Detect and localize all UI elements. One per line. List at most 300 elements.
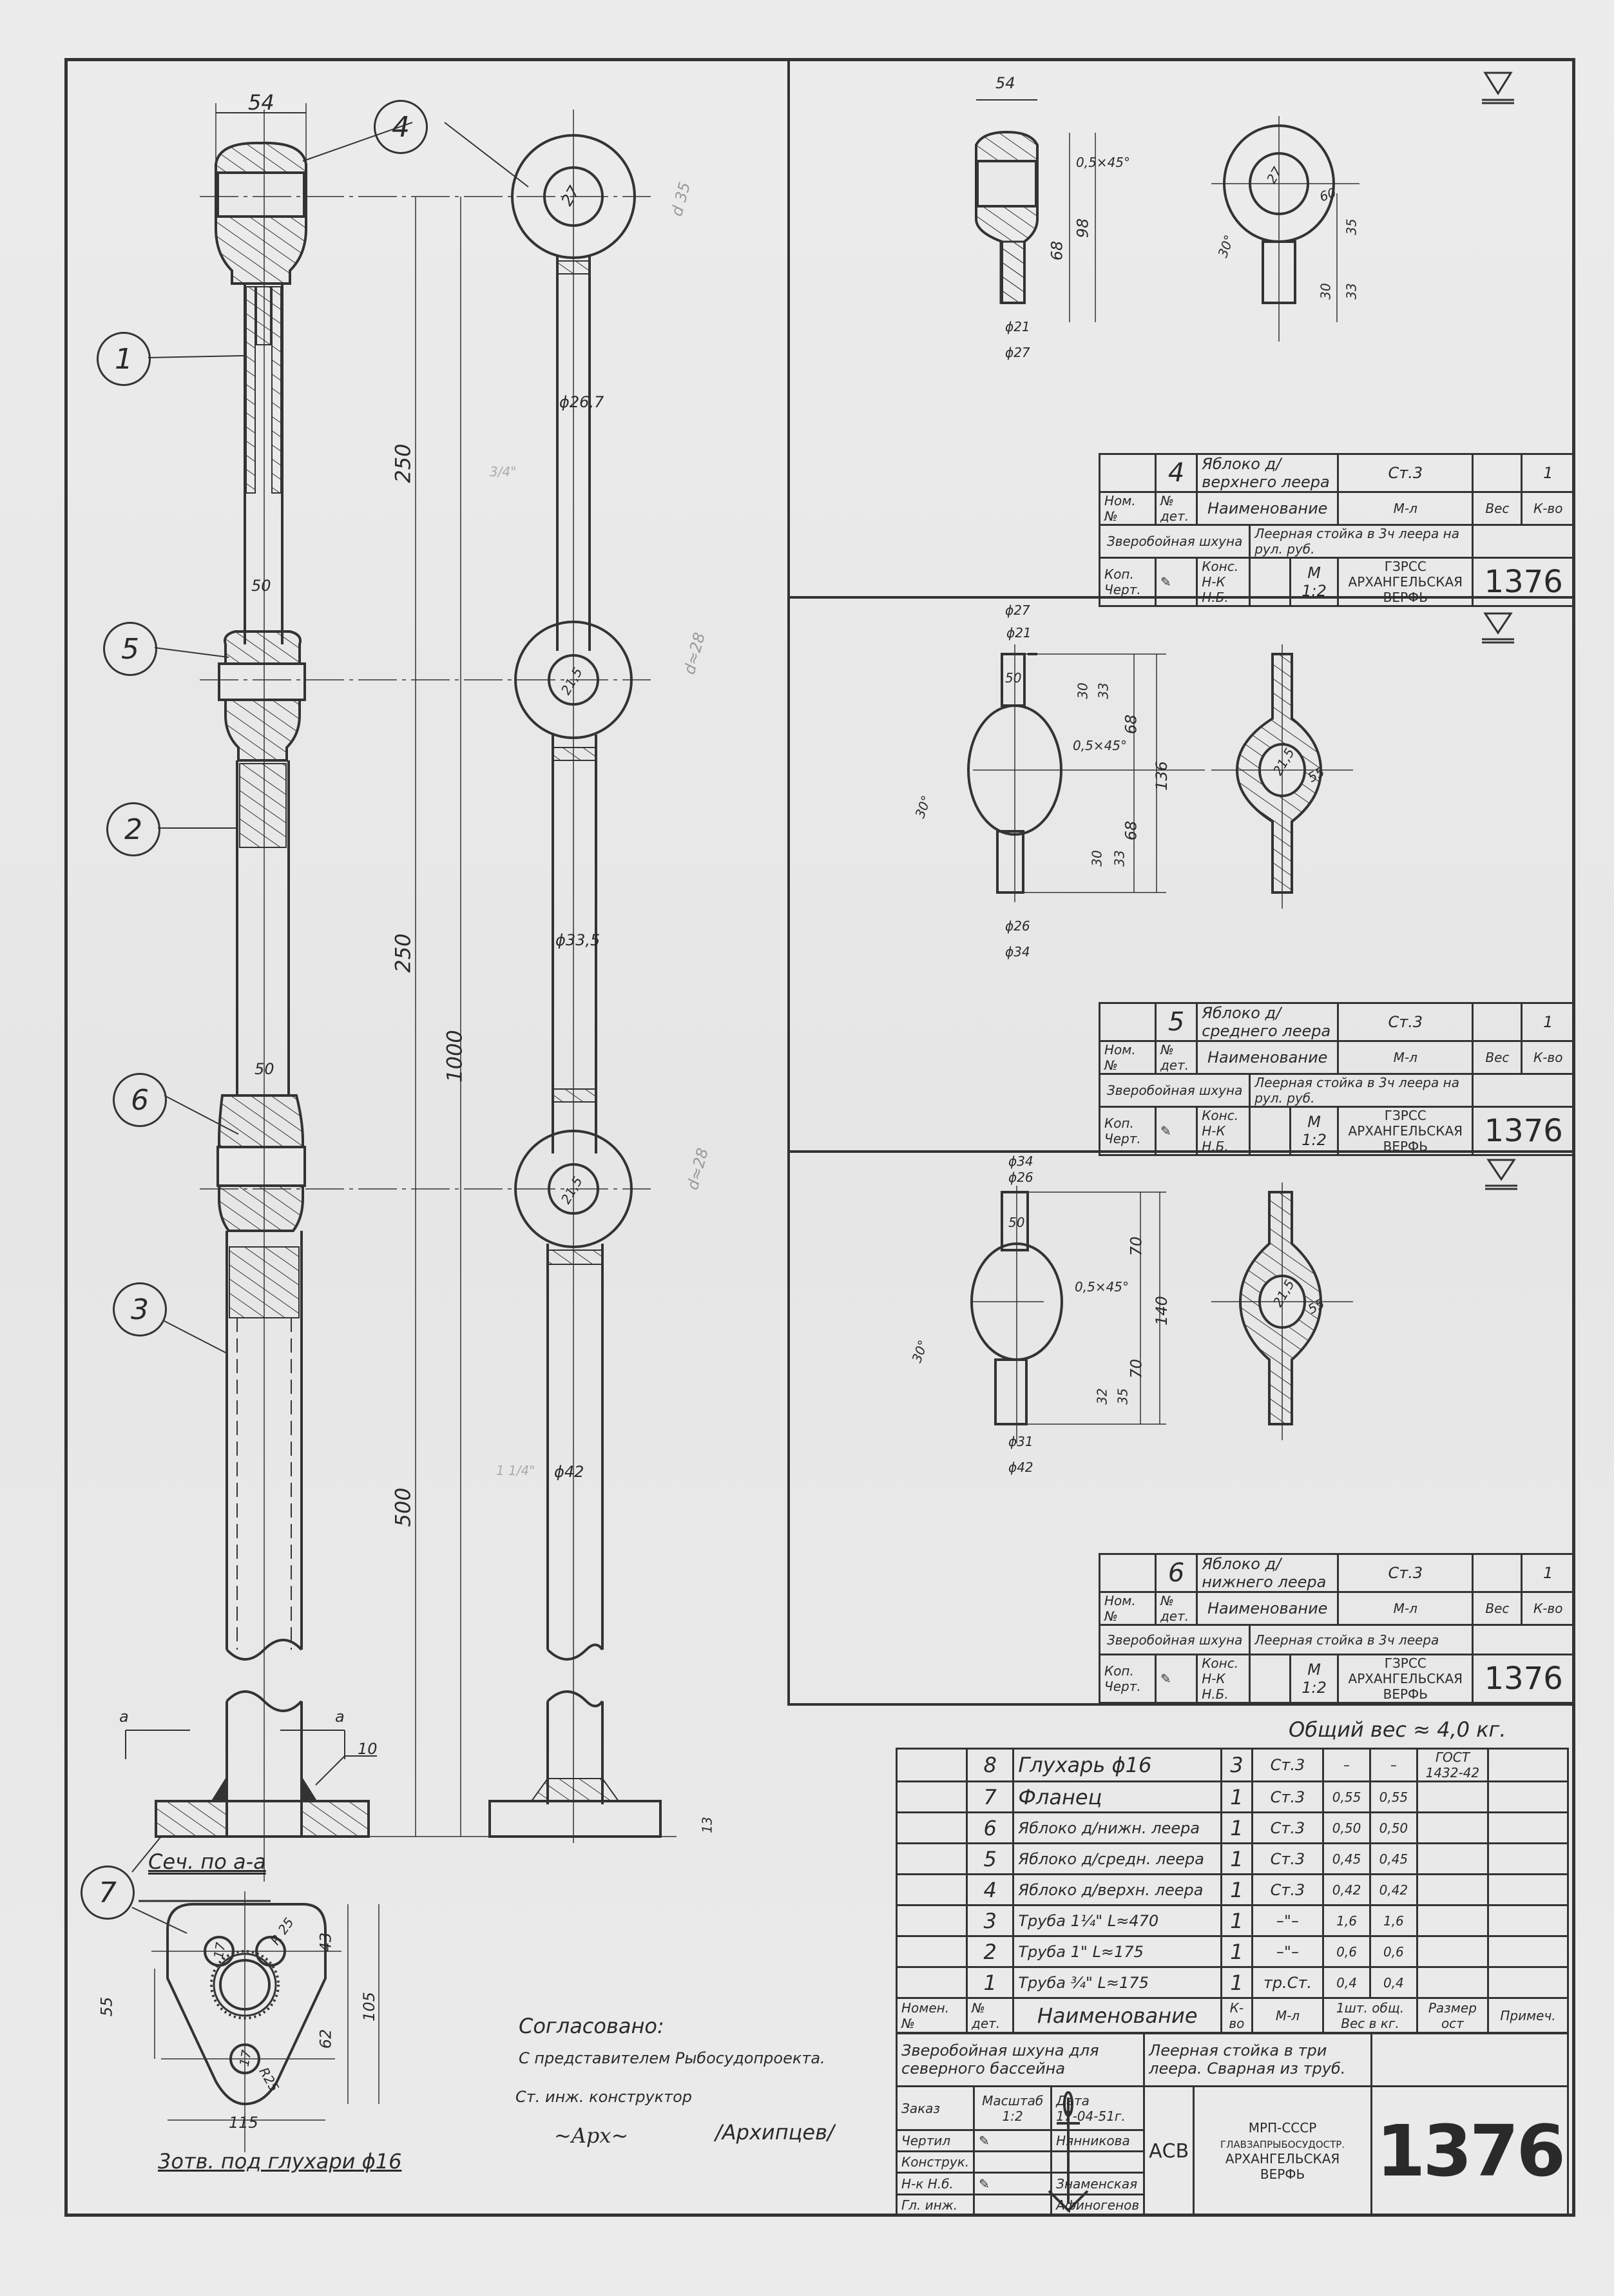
- assembly-name: Леерная стойка в 3ч леера: [1250, 1625, 1473, 1655]
- drawing-number: 1376: [1473, 1107, 1575, 1155]
- bom-name: Яблоко д/средн. леера: [1014, 1844, 1222, 1875]
- d6-dia-42: ϕ42: [1008, 1460, 1033, 1475]
- scale-value: 1:2: [1302, 1131, 1327, 1149]
- bom-qty: 1: [1222, 1905, 1253, 1936]
- org-line2: ГЛАВЗАПРЫБОСУДОСТР.: [1220, 2139, 1345, 2151]
- main-title: Леерная стойка в три леера. Сварная из труб.: [1144, 2033, 1372, 2087]
- bom-header-det: № дет.: [967, 1998, 1014, 2034]
- d6-dia-34: ϕ34: [1008, 1153, 1033, 1169]
- section-mark-right: a: [335, 1708, 345, 1726]
- kop-cherc-label: [1100, 1107, 1156, 1155]
- bom-weight-total: 0,45: [1370, 1844, 1417, 1875]
- d4-angle-30: 30°: [1215, 233, 1238, 260]
- bom-qty: 1: [1222, 1844, 1253, 1875]
- bom-pos: 8: [967, 1749, 1014, 1782]
- header-weight: Вес: [1473, 1041, 1522, 1074]
- balloon-label: 2: [124, 813, 142, 846]
- order-label: Заказ: [897, 2087, 974, 2130]
- d4-dim-33: 33: [1343, 283, 1359, 300]
- d6-dia-31: ϕ31: [1008, 1434, 1033, 1449]
- d6-dim-70-bottom: 70: [1127, 1358, 1146, 1379]
- org-line3: ВЕРФЬ: [1383, 1139, 1428, 1154]
- d6-od-55: 55: [1305, 1295, 1327, 1317]
- d4-dim-98: 98: [1073, 218, 1092, 238]
- org-line1: ГЗРСС: [1384, 559, 1427, 574]
- hole-note: 3отв. под глухари ϕ16: [158, 2149, 402, 2174]
- balloon-label: 1: [115, 342, 133, 376]
- dim-bore-21-5-mid: 21,5: [557, 664, 586, 698]
- bom-weight-unit: 0,6: [1323, 1936, 1370, 1967]
- role-label: Чертил: [897, 2130, 974, 2151]
- org-cell: [1338, 558, 1473, 606]
- scale-value: 1:2: [1002, 2108, 1023, 2124]
- kons-label: Конс.: [1202, 1108, 1239, 1123]
- org-line3: ВЕРФЬ: [1383, 590, 1428, 605]
- bom-qty: 1: [1222, 1813, 1253, 1844]
- bom-pos: 3: [967, 1905, 1014, 1936]
- bom-row: [897, 1782, 1568, 1813]
- signature-cell: [974, 2152, 1052, 2173]
- drawing-number: 1376: [1473, 558, 1575, 606]
- bom-header-qty: К-во: [1222, 1998, 1253, 2034]
- signature-cell: ✎: [1155, 558, 1196, 606]
- bom-header-row: [897, 1998, 1568, 2034]
- balloon-7: [81, 1866, 135, 1920]
- bom-header-note: Примеч.: [1488, 1998, 1568, 2034]
- balloon-label: 4: [392, 110, 410, 144]
- d5-od-55: 55: [1305, 764, 1327, 786]
- header-name: Наименование: [1197, 1041, 1338, 1074]
- bom-header-nom: Номен. №: [897, 1998, 967, 2034]
- d5-angle-30: 30°: [912, 793, 935, 820]
- signature-cell: ✎: [974, 2173, 1052, 2194]
- bom-header-name: Наименование: [1014, 1998, 1222, 2034]
- d4-bore-27: 27: [1263, 164, 1285, 187]
- asv-logo: [1144, 2087, 1194, 2216]
- bill-of-materials: [896, 1748, 1569, 2034]
- bom-material: Ст.3: [1252, 1844, 1323, 1875]
- detail-name: Яблоко д/верхнего леера: [1197, 454, 1338, 492]
- org-line4: ВЕРФЬ: [1260, 2166, 1305, 2183]
- bom-header-w1: 1шт.: [1336, 2000, 1368, 2016]
- bom-standard: [1417, 1875, 1488, 1905]
- detail-5-title-block: [1099, 1002, 1575, 1156]
- dim-width-54: 54: [248, 90, 274, 115]
- kons-nk-label: [1197, 1107, 1250, 1155]
- header-material: М-л: [1338, 1041, 1473, 1074]
- bom-qty: 1: [1222, 1782, 1253, 1813]
- dim-bore-27: 27: [557, 182, 584, 209]
- pencil-note-d35: d 35: [668, 180, 695, 218]
- bom-standard: [1417, 1782, 1488, 1813]
- role-name: Нянникова: [1052, 2130, 1144, 2151]
- bom-name: Фланец: [1014, 1782, 1222, 1813]
- d6-angle-30: 30°: [908, 1338, 932, 1365]
- dim-dia-26-7: ϕ26,7: [559, 393, 604, 411]
- bom-weight-unit: 0,42: [1323, 1875, 1370, 1905]
- org-line3: ВЕРФЬ: [1383, 1686, 1428, 1702]
- d4-chamfer: 0,5×45°: [1076, 155, 1131, 170]
- dim-62: 62: [316, 2029, 335, 2049]
- header-material: М-л: [1338, 492, 1473, 525]
- bom-pos: 6: [967, 1813, 1014, 1844]
- org-line1: ГЗРСС: [1384, 1108, 1427, 1123]
- scale-cell: [1290, 558, 1338, 606]
- d6-dim-140: 140: [1152, 1296, 1171, 1326]
- bom-note: [1488, 1813, 1568, 1844]
- scale-value: 1:2: [1302, 1679, 1327, 1697]
- bom-material: Ст.3: [1252, 1749, 1323, 1782]
- bom-pos: 4: [967, 1875, 1014, 1905]
- bom-material: Ст.3: [1252, 1782, 1323, 1813]
- org-line2: АРХАНГЕЛЬСКАЯ: [1348, 1123, 1463, 1139]
- d5-dia-34: ϕ34: [1005, 944, 1030, 960]
- dim-bore-21-5-low: 21,5: [557, 1173, 586, 1207]
- header-qty: К-во: [1522, 1592, 1575, 1625]
- bom-name: Глухарь ϕ16: [1014, 1749, 1222, 1782]
- header-det: № дет.: [1155, 492, 1196, 525]
- org-line1: МРП-СССР: [1248, 2120, 1317, 2136]
- bom-note: [1488, 1905, 1568, 1936]
- date-label: Дата: [1056, 2092, 1090, 2108]
- kons-label: Конс.: [1202, 1655, 1239, 1671]
- bom-note: [1488, 1936, 1568, 1967]
- section-title: Сеч. по а-а: [148, 1849, 266, 1874]
- dim-1000: 1000: [442, 1030, 467, 1083]
- d5-dia-27: ϕ27: [1005, 603, 1030, 618]
- detail-material: Ст.3: [1338, 454, 1473, 492]
- approval-heading: Согласовано:: [519, 2014, 664, 2038]
- header-nom: Ном. №: [1100, 1592, 1156, 1625]
- pencil-note-3-4: 3/4": [490, 464, 517, 479]
- kop-cherc-label: [1100, 1655, 1156, 1703]
- d5-dim-68-top: 68: [1122, 714, 1140, 735]
- bom-weight-total: 0,50: [1370, 1813, 1417, 1844]
- balloon-3: [113, 1282, 167, 1336]
- total-weight: Общий вес ≈ 4,0 кг.: [1289, 1717, 1506, 1742]
- vessel-name: Зверобойная шхуна: [1100, 1625, 1250, 1655]
- bom-header-weight-label: Вес в кг.: [1341, 2016, 1399, 2031]
- radius-25-bottom: R25: [256, 2064, 282, 2095]
- assembly-name: Леерная стойка в 3ч леера на рул. руб.: [1250, 525, 1473, 558]
- bom-name: Труба 1¼" L≈470: [1014, 1905, 1222, 1936]
- d4-dim-35: 35: [1343, 218, 1359, 235]
- date-cell: [1052, 2087, 1144, 2130]
- bom-note: [1488, 1749, 1568, 1782]
- bom-standard: [1417, 1844, 1488, 1875]
- bom-note: [1488, 1967, 1568, 1998]
- logo-text: АСВ: [1149, 2139, 1189, 2163]
- bom-weight-unit: –: [1323, 1749, 1370, 1782]
- vessel-name: Зверобойная шхуна: [1100, 1074, 1250, 1107]
- balloon-label: 5: [121, 632, 139, 666]
- d4-dia-27: ϕ27: [1005, 345, 1030, 360]
- header-qty: К-во: [1522, 492, 1575, 525]
- detail-weight: [1473, 1003, 1522, 1041]
- bom-weight-total: –: [1370, 1749, 1417, 1782]
- role-name: Афиногенов: [1052, 2194, 1144, 2215]
- bom-standard: [1417, 1967, 1488, 1998]
- d5-dim-30-top: 30: [1075, 682, 1091, 699]
- dim-dia-33-5: ϕ33,5: [555, 931, 600, 949]
- d5-bore-21-5: 21,5: [1269, 745, 1298, 778]
- scale-label: М: [1307, 564, 1321, 582]
- signature-cell: ✎: [1155, 1107, 1196, 1155]
- d4-dim-54: 54: [995, 74, 1015, 92]
- bom-row: [897, 1905, 1568, 1936]
- org-cell: [1338, 1107, 1473, 1155]
- role-label: Конструк.: [897, 2152, 974, 2173]
- bom-qty: 1: [1222, 1936, 1253, 1967]
- bom-weight-total: 1,6: [1370, 1905, 1417, 1936]
- header-nom: Ном. №: [1100, 492, 1156, 525]
- approval-signature: ~Apx~: [554, 2123, 629, 2148]
- detail-weight: [1473, 454, 1522, 492]
- balloon-4: [374, 100, 428, 154]
- kons-label: Конс.: [1202, 559, 1239, 574]
- kop-label: Коп.: [1104, 566, 1134, 582]
- d5-dim-30-bottom: 30: [1089, 850, 1105, 867]
- balloon-label: 6: [131, 1083, 149, 1117]
- pencil-note-d28-low: d≈28: [683, 1146, 712, 1192]
- role-label: Гл. инж.: [897, 2194, 974, 2215]
- kop-cherc-label: [1100, 558, 1156, 606]
- dim-500: 500: [390, 1487, 416, 1527]
- signature-cell: [974, 2194, 1052, 2215]
- signature-cell: [1250, 1107, 1291, 1155]
- detail-qty: 1: [1522, 1003, 1575, 1041]
- role-name: Знаменская: [1052, 2173, 1144, 2194]
- bom-material: тр.Ст.: [1252, 1967, 1323, 1998]
- kons-nk-label: [1197, 558, 1250, 606]
- d6-dim-32: 32: [1094, 1388, 1110, 1405]
- hole-dia-17-bottom: 17: [236, 2049, 255, 2068]
- header-name: Наименование: [1197, 492, 1338, 525]
- detail-qty: 1: [1522, 454, 1575, 492]
- bom-name: Труба ¾" L≈175: [1014, 1967, 1222, 1998]
- weld-size-10: 10: [358, 1740, 378, 1758]
- scale-cell: [1290, 1655, 1338, 1703]
- bom-row: [897, 1936, 1568, 1967]
- bom-weight-unit: 0,4: [1323, 1967, 1370, 1998]
- balloon-2: [106, 802, 160, 856]
- bom-weight-unit: 1,6: [1323, 1905, 1370, 1936]
- detail-pos: 6: [1155, 1554, 1196, 1592]
- detail-material: Ст.3: [1338, 1003, 1473, 1041]
- bom-note: [1488, 1844, 1568, 1875]
- d5-dia-21: ϕ21: [1006, 625, 1032, 641]
- scale-label: М: [1307, 1113, 1321, 1131]
- header-material: М-л: [1338, 1592, 1473, 1625]
- d5-dim-68-bottom: 68: [1122, 820, 1140, 841]
- dim-105: 105: [360, 1992, 378, 2021]
- bom-weight-unit: 0,45: [1323, 1844, 1370, 1875]
- balloon-label: 3: [131, 1293, 149, 1326]
- dim-250-upper: 250: [390, 443, 416, 483]
- d5-dim-50: 50: [1005, 670, 1022, 686]
- signature-cell: ✎: [1155, 1655, 1196, 1703]
- org-cell: [1338, 1655, 1473, 1703]
- date-value: 17-04-51г.: [1056, 2108, 1126, 2124]
- main-vessel: Зверобойная шхуна для северного бассейна: [897, 2033, 1144, 2087]
- detail-qty: 1: [1522, 1554, 1575, 1592]
- bom-material: Ст.3: [1252, 1875, 1323, 1905]
- nk-label: Н-К Н.Б.: [1202, 1123, 1229, 1154]
- d6-dim-35: 35: [1115, 1388, 1131, 1405]
- dim-50-upper: 50: [251, 577, 271, 595]
- bom-pos: 1: [967, 1967, 1014, 1998]
- detail-4-title-block: [1099, 453, 1575, 607]
- detail-name: Яблоко д/среднего леера: [1197, 1003, 1338, 1041]
- header-weight: Вес: [1473, 492, 1522, 525]
- signature-cell: [1250, 1655, 1291, 1703]
- pencil-note-1-1-4: 1 1/4": [496, 1463, 535, 1478]
- hole-dia-17-left: 17: [210, 1941, 229, 1960]
- cherc-label: Черт.: [1104, 582, 1141, 597]
- bom-material: –"–: [1252, 1905, 1323, 1936]
- balloon-1: [97, 332, 151, 386]
- bom-standard: [1417, 1936, 1488, 1967]
- bom-qty: 1: [1222, 1875, 1253, 1905]
- main-org: [1194, 2087, 1372, 2216]
- bom-pos: 2: [967, 1936, 1014, 1967]
- d5-dim-33-top: 33: [1095, 682, 1111, 699]
- detail-name: Яблоко д/нижнего леера: [1197, 1554, 1338, 1592]
- detail-weight: [1473, 1554, 1522, 1592]
- cherc-label: Черт.: [1104, 1679, 1141, 1694]
- detail-pos: 5: [1155, 1003, 1196, 1041]
- bom-weight-total: 0,4: [1370, 1967, 1417, 1998]
- nk-label: Н-К Н.Б.: [1202, 1671, 1229, 1702]
- bom-header-wt: общ.: [1372, 2000, 1405, 2016]
- bom-standard: [1417, 1905, 1488, 1936]
- bom-row: [897, 1967, 1568, 1998]
- kop-label: Коп.: [1104, 1115, 1134, 1131]
- kop-label: Коп.: [1104, 1663, 1134, 1679]
- bom-weight-total: 0,55: [1370, 1782, 1417, 1813]
- d6-chamfer: 0,5×45°: [1075, 1279, 1129, 1295]
- scale-label: Масштаб: [982, 2092, 1044, 2108]
- detail-material: Ст.3: [1338, 1554, 1473, 1592]
- detail-6-title-block: [1099, 1553, 1575, 1704]
- header-nom: Ном. №: [1100, 1041, 1156, 1074]
- d4-dia-21: ϕ21: [1005, 319, 1030, 334]
- bom-qty: 1: [1222, 1967, 1253, 1998]
- bom-pos: 7: [967, 1782, 1014, 1813]
- bom-weight-unit: 0,55: [1323, 1782, 1370, 1813]
- header-det: № дет.: [1155, 1592, 1196, 1625]
- dim-115: 115: [229, 2114, 258, 2132]
- scale-cell: [1290, 1107, 1338, 1155]
- dim-43: 43: [316, 1932, 335, 1953]
- role-name: [1052, 2152, 1144, 2173]
- header-name: Наименование: [1197, 1592, 1338, 1625]
- pencil-note-d28-mid: d≈28: [680, 630, 709, 677]
- scale-label: М: [1307, 1661, 1321, 1679]
- main-title-block: [896, 2032, 1569, 2217]
- header-weight: Вес: [1473, 1592, 1522, 1625]
- bom-note: [1488, 1875, 1568, 1905]
- detail-pos: 4: [1155, 454, 1196, 492]
- balloon-5: [103, 622, 157, 676]
- d6-dim-50: 50: [1008, 1215, 1025, 1230]
- org-line1: ГЗРСС: [1384, 1655, 1427, 1671]
- d5-chamfer: 0,5×45°: [1073, 738, 1128, 753]
- dim-dia-42: ϕ42: [554, 1463, 584, 1481]
- drawing-number: 1376: [1473, 1655, 1575, 1703]
- balloon-6: [113, 1073, 167, 1127]
- bom-standard: [1417, 1813, 1488, 1844]
- kons-nk-label: [1197, 1655, 1250, 1703]
- d4-od-60: 60: [1317, 184, 1338, 205]
- org-line3: АРХАНГЕЛЬСКАЯ: [1225, 2151, 1340, 2167]
- signature-cell: ✎: [974, 2130, 1052, 2151]
- d5-dim-33-bottom: 33: [1111, 850, 1128, 867]
- org-line2: АРХАНГЕЛЬСКАЯ: [1348, 1671, 1463, 1686]
- d6-bore-21-5: 21,5: [1269, 1277, 1298, 1310]
- d6-dia-26: ϕ26: [1008, 1170, 1033, 1185]
- approval-role: Ст. инж. конструктор: [515, 2088, 693, 2106]
- dim-50-lower: 50: [255, 1060, 274, 1078]
- main-drawing-number: 1376: [1371, 2087, 1568, 2216]
- dim-250-lower: 250: [390, 933, 416, 973]
- cherc-label: Черт.: [1104, 1131, 1141, 1146]
- signature-cell: [1250, 558, 1291, 606]
- bom-header-material: М-л: [1252, 1998, 1323, 2034]
- d6-dim-70-top: 70: [1127, 1236, 1146, 1257]
- bom-header-weight: [1323, 1998, 1417, 2034]
- radius-25-right: R 25: [267, 1915, 297, 1948]
- bom-weight-total: 0,6: [1370, 1936, 1417, 1967]
- bom-row: [897, 1813, 1568, 1844]
- bom-row: [897, 1844, 1568, 1875]
- vessel-name: Зверобойная шхуна: [1100, 525, 1250, 558]
- bom-name: Яблоко д/верхн. леера: [1014, 1875, 1222, 1905]
- bom-name: Труба 1" L≈175: [1014, 1936, 1222, 1967]
- scale-value: 1:2: [1302, 582, 1327, 600]
- section-mark-left: a: [119, 1708, 129, 1726]
- scale-cell: [974, 2087, 1052, 2130]
- bom-material: –"–: [1252, 1936, 1323, 1967]
- header-qty: К-во: [1522, 1041, 1575, 1074]
- bom-note: [1488, 1782, 1568, 1813]
- approval-representative: С представителем Рыбосудопроекта.: [519, 2049, 825, 2067]
- bom-weight-total: 0,42: [1370, 1875, 1417, 1905]
- role-label: Н-к Н.б.: [897, 2173, 974, 2194]
- balloon-label: 7: [99, 1876, 117, 1909]
- dim-flange-13: 13: [699, 1817, 715, 1833]
- bom-header-std: Размер ост: [1417, 1998, 1488, 2034]
- bom-row: [897, 1875, 1568, 1905]
- bom-row: [897, 1749, 1568, 1782]
- bom-name: Яблоко д/нижн. леера: [1014, 1813, 1222, 1844]
- bom-material: Ст.3: [1252, 1813, 1323, 1844]
- bom-standard: ГОСТ 1432-42: [1417, 1749, 1488, 1782]
- bom-qty: 3: [1222, 1749, 1253, 1782]
- org-line2: АРХАНГЕЛЬСКАЯ: [1348, 574, 1463, 590]
- bom-weight-unit: 0,50: [1323, 1813, 1370, 1844]
- bom-pos: 5: [967, 1844, 1014, 1875]
- d5-dim-136: 136: [1152, 761, 1171, 791]
- d5-dia-26: ϕ26: [1005, 918, 1030, 934]
- approval-name: /Архипцев/: [715, 2120, 834, 2145]
- d4-dim-30: 30: [1318, 283, 1334, 300]
- header-det: № дет.: [1155, 1041, 1196, 1074]
- nk-label: Н-К Н.Б.: [1202, 574, 1229, 605]
- assembly-name: Леерная стойка в 3ч леера на рул. руб.: [1250, 1074, 1473, 1107]
- d4-dim-68: 68: [1048, 240, 1066, 261]
- dim-55: 55: [97, 1996, 116, 2017]
